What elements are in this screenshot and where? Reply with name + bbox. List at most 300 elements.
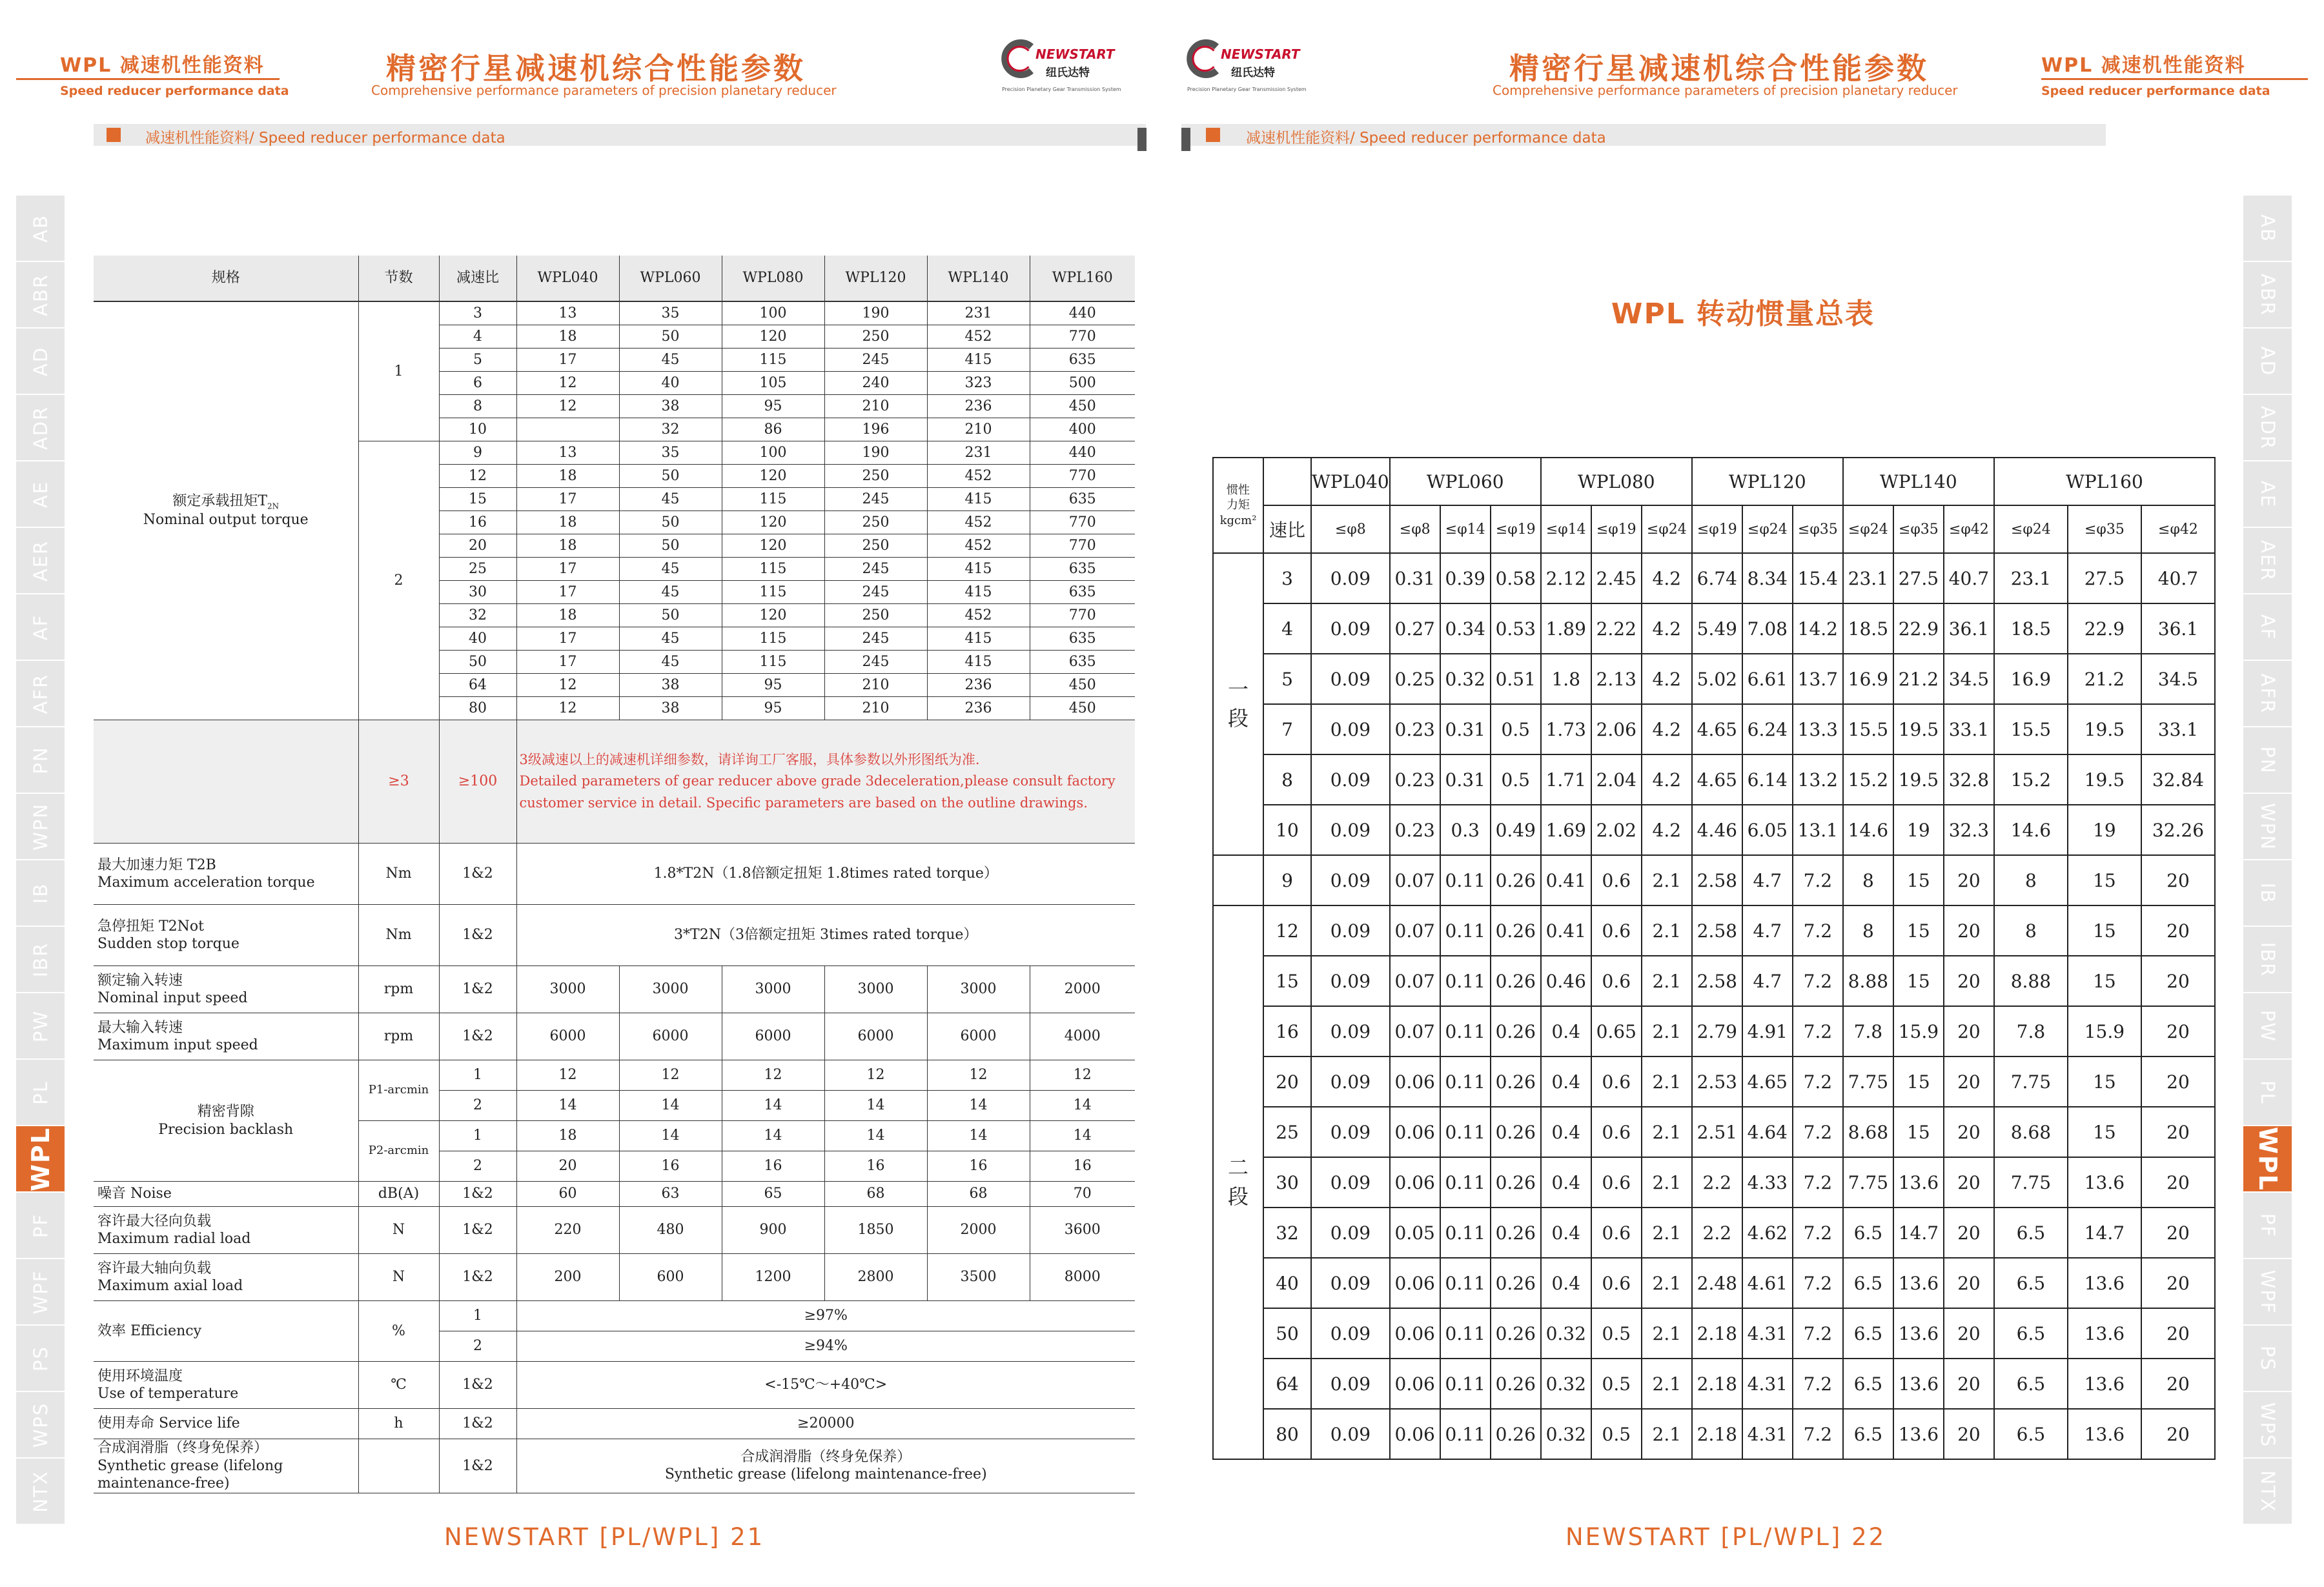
table-cell: 120 bbox=[722, 534, 824, 558]
series-tab-wpl[interactable] bbox=[2243, 1126, 2292, 1193]
table-cell: 2.45 bbox=[1591, 553, 1642, 603]
table-cell: 452 bbox=[927, 604, 1030, 627]
table-cell: 7.2 bbox=[1793, 1208, 1843, 1258]
stop-value: 3*T2N（3倍额定扭矩 3times rated torque） bbox=[516, 905, 1135, 966]
series-tab-ntx[interactable] bbox=[16, 1459, 65, 1525]
table-cell: 440 bbox=[1030, 441, 1135, 465]
table-cell: 2.12 bbox=[1541, 553, 1591, 603]
series-tab-label: IB bbox=[2256, 882, 2279, 904]
table-cell: 7.2 bbox=[1793, 855, 1843, 905]
column-header: WPL080 bbox=[722, 256, 824, 301]
table-cell: 120 bbox=[722, 511, 824, 534]
table-cell: 3000 bbox=[516, 966, 619, 1013]
table-row bbox=[94, 1013, 1135, 1060]
table-cell: 20 bbox=[2141, 1258, 2215, 1308]
table-cell: 18.5 bbox=[1843, 603, 1893, 654]
table-cell: 45 bbox=[619, 581, 722, 604]
table-cell: 4.65 bbox=[1742, 1056, 1793, 1107]
table-cell: 18.5 bbox=[1994, 603, 2068, 654]
table-cell: 120 bbox=[722, 465, 824, 488]
stage-cell: 1 bbox=[439, 1301, 516, 1331]
table-cell: 8 bbox=[1994, 905, 2068, 956]
table-cell: 0.65 bbox=[1591, 1006, 1642, 1056]
table-cell: 20 bbox=[1944, 1157, 1994, 1208]
table-cell: 20 bbox=[2141, 1409, 2215, 1459]
cell-text: 惯性 bbox=[1227, 483, 1250, 497]
radial-label bbox=[94, 1207, 358, 1254]
table-cell: 2.18 bbox=[1692, 1308, 1742, 1359]
table-cell: 64 bbox=[1263, 1359, 1311, 1409]
table-cell: 21.2 bbox=[2068, 654, 2141, 704]
table-cell: 8.68 bbox=[1994, 1107, 2068, 1157]
table-cell: 6.5 bbox=[1843, 1409, 1893, 1459]
series-tab-wpn[interactable] bbox=[16, 794, 65, 860]
series-tab-label: AD bbox=[2256, 346, 2279, 376]
table-cell: 4.7 bbox=[1742, 855, 1793, 905]
p1-label: P1-arcmin bbox=[358, 1060, 439, 1121]
table-cell: 14 bbox=[927, 1121, 1030, 1151]
table-cell: 245 bbox=[824, 558, 927, 581]
table-cell: 50 bbox=[439, 651, 516, 674]
table-cell: 68 bbox=[927, 1182, 1030, 1207]
table-cell: 15.5 bbox=[1843, 704, 1893, 754]
table-row bbox=[1213, 1157, 2215, 1208]
diameter-header: ≤φ19 bbox=[1692, 505, 1742, 553]
table-cell: 8000 bbox=[1030, 1254, 1135, 1301]
table-cell: 3000 bbox=[722, 966, 824, 1013]
series-tab-wpf[interactable] bbox=[2243, 1259, 2292, 1326]
table-cell: 14 bbox=[927, 1091, 1030, 1121]
column-header: 减速比 bbox=[439, 256, 516, 301]
table-cell: 14 bbox=[722, 1091, 824, 1121]
table-cell: 2.2 bbox=[1692, 1208, 1742, 1258]
table-cell: 770 bbox=[1030, 604, 1135, 627]
table-cell: 1200 bbox=[722, 1254, 824, 1301]
table-cell: 1.89 bbox=[1541, 603, 1591, 654]
logo-tagline: Precision Planetary Gear Transmission System bbox=[1187, 86, 1307, 92]
series-tab-ps[interactable] bbox=[16, 1326, 65, 1392]
table-cell: 0.06 bbox=[1390, 1056, 1440, 1107]
cell-text: 二 bbox=[1228, 1155, 1249, 1180]
table-cell: 22.9 bbox=[1893, 603, 1944, 654]
logo-c-mark bbox=[1185, 39, 1225, 79]
table-cell: 25 bbox=[1263, 1107, 1311, 1157]
table-cell: 40 bbox=[1263, 1258, 1311, 1308]
table-cell: 15 bbox=[1893, 905, 1944, 956]
table-cell: 15 bbox=[1893, 1107, 1944, 1157]
table-cell: 450 bbox=[1030, 674, 1135, 697]
table-cell: 0.26 bbox=[1491, 1157, 1541, 1208]
table-cell: 4.61 bbox=[1742, 1258, 1793, 1308]
table-cell: 12 bbox=[824, 1060, 927, 1091]
table-cell: 6.74 bbox=[1692, 553, 1742, 603]
stage-number: 2 bbox=[358, 441, 439, 720]
table-cell: 15.2 bbox=[1994, 754, 2068, 805]
table-row bbox=[94, 1301, 1135, 1331]
cell-text: 合成润滑脂（终身免保养） bbox=[97, 1440, 269, 1456]
stage-cell: 1&2 bbox=[439, 1013, 516, 1060]
table-cell: 65 bbox=[722, 1182, 824, 1207]
series-tab-adr[interactable] bbox=[2243, 395, 2292, 461]
series-tab-label: PS bbox=[29, 1345, 52, 1371]
table-cell: 18 bbox=[516, 534, 619, 558]
max_speed-label bbox=[94, 1013, 358, 1060]
column-header: WPL160 bbox=[1030, 256, 1135, 301]
table-cell: 7.75 bbox=[1843, 1056, 1893, 1107]
table-cell: 415 bbox=[927, 581, 1030, 604]
table-cell: 0.06 bbox=[1390, 1359, 1440, 1409]
cell-text: Synthetic grease (lifelong maintenance-free) bbox=[97, 1457, 283, 1491]
table-cell: 2.18 bbox=[1692, 1359, 1742, 1409]
table-row bbox=[94, 1207, 1135, 1254]
stage-cell: 1&2 bbox=[439, 905, 516, 966]
series-tab-pn[interactable] bbox=[16, 727, 65, 794]
section-bar-square bbox=[107, 128, 121, 142]
table-cell: 2.53 bbox=[1692, 1056, 1742, 1107]
column-header: 节数 bbox=[358, 256, 439, 301]
table-cell: 16 bbox=[1030, 1151, 1135, 1182]
table-cell: 0.46 bbox=[1541, 956, 1591, 1006]
table-cell: 105 bbox=[722, 372, 824, 395]
table-cell: 16.9 bbox=[1994, 654, 2068, 704]
table-cell: 3000 bbox=[927, 966, 1030, 1013]
table-cell: 4.62 bbox=[1742, 1208, 1793, 1258]
table-cell: 2.1 bbox=[1642, 1409, 1692, 1459]
page-footer: NEWSTART [PL/WPL] 21 bbox=[444, 1523, 765, 1551]
table-cell: 12 bbox=[927, 1060, 1030, 1091]
table-cell: 15 bbox=[2068, 956, 2141, 1006]
accel-value: 1.8*T2N（1.8倍额定扭矩 1.8times rated torque） bbox=[516, 844, 1135, 905]
table-cell: 14 bbox=[516, 1091, 619, 1121]
table-cell: 200 bbox=[516, 1254, 619, 1301]
series-tab-pf[interactable] bbox=[16, 1193, 65, 1259]
lubrication-value bbox=[516, 1439, 1135, 1493]
series-tab-label: AFR bbox=[2256, 673, 2279, 714]
stop-label bbox=[94, 905, 358, 966]
section-bar-text: 减速机性能资料/ Speed reducer performance data bbox=[1246, 130, 1606, 147]
table-cell: 0.53 bbox=[1491, 603, 1541, 654]
table-cell: 900 bbox=[722, 1207, 824, 1254]
table-cell: 33.1 bbox=[1944, 704, 1994, 754]
axial-label bbox=[94, 1254, 358, 1301]
torque-label-en: Nominal output torque bbox=[143, 512, 309, 529]
series-tab-abr[interactable] bbox=[16, 262, 65, 329]
series-tab-adr[interactable] bbox=[16, 395, 65, 461]
table-cell: 0.26 bbox=[1491, 1006, 1541, 1056]
table-cell: 80 bbox=[1263, 1409, 1311, 1459]
table-cell: 452 bbox=[927, 511, 1030, 534]
table-row bbox=[94, 905, 1135, 966]
section-bar-shadow bbox=[1137, 128, 1147, 151]
section-bar-text: 减速机性能资料/ Speed reducer performance data bbox=[145, 130, 505, 147]
table-cell: 415 bbox=[927, 627, 1030, 651]
table-cell: 250 bbox=[824, 604, 927, 627]
table-cell: 1.73 bbox=[1541, 704, 1591, 754]
table-cell: 0.05 bbox=[1390, 1208, 1440, 1258]
series-tab-pw[interactable] bbox=[16, 993, 65, 1060]
table-cell: 0.41 bbox=[1541, 905, 1591, 956]
table-cell: 13.6 bbox=[1893, 1157, 1944, 1208]
table-cell: 0.5 bbox=[1591, 1409, 1642, 1459]
table-cell: 13 bbox=[516, 301, 619, 325]
table-row bbox=[1213, 805, 2215, 855]
table-cell: 15 bbox=[1893, 956, 1944, 1006]
table-cell: 3500 bbox=[927, 1254, 1030, 1301]
table-cell: 6.05 bbox=[1742, 805, 1793, 855]
series-tab-afr[interactable] bbox=[16, 661, 65, 727]
table-cell: 2.1 bbox=[1642, 1157, 1692, 1208]
table-cell: 2.13 bbox=[1591, 654, 1642, 704]
table-cell: 15.2 bbox=[1843, 754, 1893, 805]
table-cell: 0.49 bbox=[1491, 805, 1541, 855]
note-line: 3级减速以上的减速机详细参数，请详询工厂客服，具体参数以外形图纸为准. bbox=[519, 751, 980, 767]
table-cell: 0.5 bbox=[1591, 1359, 1642, 1409]
table-cell: 5.49 bbox=[1692, 603, 1742, 654]
table-cell: 1 bbox=[439, 1060, 516, 1091]
table-cell: 50 bbox=[619, 511, 722, 534]
series-tab-aer[interactable] bbox=[2243, 528, 2292, 594]
table-cell: 0.4 bbox=[1541, 1157, 1591, 1208]
company-logo bbox=[1185, 34, 1333, 98]
table-cell: 50 bbox=[619, 325, 722, 349]
series-tab-pw[interactable] bbox=[2243, 993, 2292, 1060]
logo-brand: NEWSTART bbox=[1221, 46, 1300, 62]
table-cell: 20 bbox=[2141, 1208, 2215, 1258]
table-cell: 20 bbox=[439, 534, 516, 558]
cell-text: Use of temperature bbox=[97, 1386, 239, 1402]
table-cell: 190 bbox=[824, 301, 927, 325]
stage-cell: 1&2 bbox=[439, 966, 516, 1013]
table-cell: 7.75 bbox=[1994, 1056, 2068, 1107]
series-tab-ntx[interactable] bbox=[2243, 1459, 2292, 1525]
series-tab-ab[interactable] bbox=[2243, 196, 2292, 262]
table-row bbox=[1213, 1107, 2215, 1157]
table-row bbox=[94, 966, 1135, 1013]
unit-cell: Nm bbox=[358, 844, 439, 905]
table-cell: 95 bbox=[722, 395, 824, 418]
table-cell: 7.75 bbox=[1994, 1157, 2068, 1208]
diameter-header: ≤φ14 bbox=[1440, 505, 1491, 553]
table-cell: 2 bbox=[439, 1151, 516, 1182]
table-cell: 0.11 bbox=[1440, 1107, 1491, 1157]
table-cell: 23.1 bbox=[1994, 553, 2068, 603]
series-tab-ae[interactable] bbox=[2243, 461, 2292, 528]
logo-cn: 纽氏达特 bbox=[1046, 66, 1090, 79]
table-cell: 2000 bbox=[1030, 966, 1135, 1013]
series-tab-pl[interactable] bbox=[2243, 1060, 2292, 1126]
table-cell: 0.58 bbox=[1491, 553, 1541, 603]
stage1_rows-label bbox=[1213, 553, 1263, 855]
cell-text: 额定承载扭矩T bbox=[172, 493, 268, 510]
series-tab-ib[interactable] bbox=[2243, 860, 2292, 927]
table-cell: 20 bbox=[2141, 1107, 2215, 1157]
table-cell: 4.2 bbox=[1642, 754, 1692, 805]
efficiency-value: ≥97% bbox=[516, 1301, 1135, 1331]
table-cell: 0.31 bbox=[1390, 553, 1440, 603]
table-cell: 13.6 bbox=[1893, 1258, 1944, 1308]
cell-text: 急停扭矩 T2Not bbox=[97, 918, 205, 935]
table-cell: 0.23 bbox=[1390, 805, 1440, 855]
stage-number: ≥3 bbox=[358, 720, 439, 844]
table-cell: 8.88 bbox=[1843, 956, 1893, 1006]
unit-cell: Nm bbox=[358, 905, 439, 966]
table-cell: 0.32 bbox=[1541, 1409, 1591, 1459]
temperature-label bbox=[94, 1362, 358, 1409]
series-tab-wpl[interactable] bbox=[16, 1126, 65, 1193]
table-cell: 0.11 bbox=[1440, 1258, 1491, 1308]
performance-spec-table bbox=[94, 256, 1135, 1493]
cell-text: Maximum axial load bbox=[97, 1278, 243, 1294]
stage-cell: 2 bbox=[439, 1331, 516, 1362]
table-cell: 2.02 bbox=[1591, 805, 1642, 855]
table-cell: 2.1 bbox=[1642, 1359, 1692, 1409]
series-tab-label: PS bbox=[2256, 1345, 2279, 1371]
series-tab-af[interactable] bbox=[2243, 594, 2292, 661]
table-row bbox=[1213, 1409, 2215, 1459]
series-tab-af[interactable] bbox=[16, 594, 65, 661]
table-cell: 2.79 bbox=[1692, 1006, 1742, 1056]
series-tab-wps[interactable] bbox=[2243, 1392, 2292, 1459]
table-cell: 0.09 bbox=[1311, 956, 1390, 1006]
stage-cell: 1&2 bbox=[439, 1362, 516, 1409]
series-tab-label: PL bbox=[2256, 1080, 2279, 1105]
series-tab-ib[interactable] bbox=[16, 860, 65, 927]
table-cell: 13.6 bbox=[2068, 1308, 2141, 1359]
diameter-header: ≤φ14 bbox=[1541, 505, 1591, 553]
table-cell: 4.46 bbox=[1692, 805, 1742, 855]
table-cell: 0.26 bbox=[1491, 1258, 1541, 1308]
series-tab-ae[interactable] bbox=[16, 461, 65, 528]
table-cell: 0.5 bbox=[1591, 1308, 1642, 1359]
table-cell: 0.6 bbox=[1591, 956, 1642, 1006]
unit-cell: N bbox=[358, 1254, 439, 1301]
table-cell: 6.5 bbox=[1994, 1409, 2068, 1459]
table-cell: 100 bbox=[722, 441, 824, 465]
series-tab-label: WPN bbox=[2256, 802, 2279, 851]
table-cell: 4.7 bbox=[1742, 956, 1793, 1006]
table-cell: 0.39 bbox=[1440, 553, 1491, 603]
table-cell: 4.2 bbox=[1642, 805, 1692, 855]
cell-text: Maximum radial load bbox=[97, 1231, 251, 1247]
table-cell: 0.11 bbox=[1440, 1056, 1491, 1107]
table-cell: 0.06 bbox=[1390, 1308, 1440, 1359]
logo-cn: 纽氏达特 bbox=[1231, 66, 1275, 79]
table-cell: 4.2 bbox=[1642, 553, 1692, 603]
table-cell: 1 bbox=[439, 1121, 516, 1151]
table-cell: 0.25 bbox=[1390, 654, 1440, 704]
table-cell: 13.6 bbox=[2068, 1258, 2141, 1308]
table-cell: 6000 bbox=[619, 1013, 722, 1060]
series-tab-pf[interactable] bbox=[2243, 1193, 2292, 1259]
in_speed-label bbox=[94, 966, 358, 1013]
table-cell: 30 bbox=[1263, 1157, 1311, 1208]
table-cell: 635 bbox=[1030, 581, 1135, 604]
series-tab-ad[interactable] bbox=[2243, 329, 2292, 395]
table-cell: 2.1 bbox=[1642, 1258, 1692, 1308]
empty-cell bbox=[1263, 458, 1311, 505]
diameter-header: ≤φ19 bbox=[1491, 505, 1541, 553]
series-tab-label: NTX bbox=[29, 1470, 52, 1513]
table-cell bbox=[516, 418, 619, 441]
series-tab-wps[interactable] bbox=[16, 1392, 65, 1459]
section-label-en: Speed reducer performance data bbox=[2041, 84, 2270, 98]
table-cell: 0.4 bbox=[1541, 1107, 1591, 1157]
table-cell: 0.07 bbox=[1390, 956, 1440, 1006]
table-cell: 27.5 bbox=[1893, 553, 1944, 603]
table-cell: 0.06 bbox=[1390, 1409, 1440, 1459]
table-cell: 100 bbox=[722, 301, 824, 325]
table-cell: 415 bbox=[927, 349, 1030, 372]
table-cell: 0.5 bbox=[1491, 754, 1541, 805]
series-tab-label: PW bbox=[29, 1009, 52, 1042]
table-cell: 10 bbox=[1263, 805, 1311, 855]
series-tab-ps[interactable] bbox=[2243, 1326, 2292, 1392]
table-cell: 0.23 bbox=[1390, 704, 1440, 754]
table-cell: 14 bbox=[722, 1121, 824, 1151]
table-cell: 15.5 bbox=[1994, 704, 2068, 754]
series-tab-ad[interactable] bbox=[16, 329, 65, 395]
table-cell: 4.2 bbox=[1642, 654, 1692, 704]
cell-text: 最大输入转速 bbox=[97, 1019, 183, 1036]
series-tab-wpn[interactable] bbox=[2243, 794, 2292, 860]
table-cell: 6000 bbox=[824, 1013, 927, 1060]
table-row bbox=[1213, 654, 2215, 704]
table-cell: 32.84 bbox=[2141, 754, 2215, 805]
series-tab-ibr[interactable] bbox=[16, 927, 65, 993]
table-row bbox=[1213, 603, 2215, 654]
section-label-en: Speed reducer performance data bbox=[60, 84, 289, 98]
table-cell: 50 bbox=[619, 534, 722, 558]
table-cell: 231 bbox=[927, 301, 1030, 325]
table-cell: 14 bbox=[619, 1121, 722, 1151]
cell-text: 段 bbox=[1228, 1184, 1249, 1209]
table-cell: 80 bbox=[439, 697, 516, 720]
table-cell: 2.1 bbox=[1642, 1208, 1692, 1258]
table-cell: 32.8 bbox=[1944, 754, 1994, 805]
table-cell: 18 bbox=[516, 511, 619, 534]
table-cell: 2.58 bbox=[1692, 956, 1742, 1006]
series-tab-aer[interactable] bbox=[16, 528, 65, 594]
series-tab-afr[interactable] bbox=[2243, 661, 2292, 727]
section-label-cn: WPL 减速机性能资料 bbox=[2041, 54, 2246, 77]
series-tab-label: PN bbox=[2256, 745, 2279, 774]
table-cell: 0.6 bbox=[1591, 1157, 1642, 1208]
column-header: WPL060 bbox=[619, 256, 722, 301]
table-cell: 20 bbox=[1944, 905, 1994, 956]
series-tab-ab[interactable] bbox=[16, 196, 65, 262]
table-cell: 7.2 bbox=[1793, 905, 1843, 956]
series-tab-pl[interactable] bbox=[16, 1060, 65, 1126]
table-cell: 0.4 bbox=[1541, 1006, 1591, 1056]
table-cell: 0.6 bbox=[1591, 905, 1642, 956]
model-header: WPL160 bbox=[1994, 458, 2215, 505]
table-cell: 245 bbox=[824, 488, 927, 511]
table-cell: 6.5 bbox=[1994, 1359, 2068, 1409]
column-header: WPL140 bbox=[927, 256, 1030, 301]
table-cell: 7.2 bbox=[1793, 1359, 1843, 1409]
header-underline bbox=[16, 78, 280, 80]
table-cell: 63 bbox=[619, 1182, 722, 1207]
table-cell: 0.11 bbox=[1440, 1359, 1491, 1409]
p2-label: P2-arcmin bbox=[358, 1121, 439, 1182]
table-cell: 20 bbox=[1944, 1258, 1994, 1308]
table-cell: 7.2 bbox=[1793, 1056, 1843, 1107]
series-tab-wpf[interactable] bbox=[16, 1259, 65, 1326]
series-tab-pn[interactable] bbox=[2243, 727, 2292, 794]
series-tab-ibr[interactable] bbox=[2243, 927, 2292, 993]
table-cell: 1.69 bbox=[1541, 805, 1591, 855]
table-cell: 19.5 bbox=[1893, 754, 1944, 805]
